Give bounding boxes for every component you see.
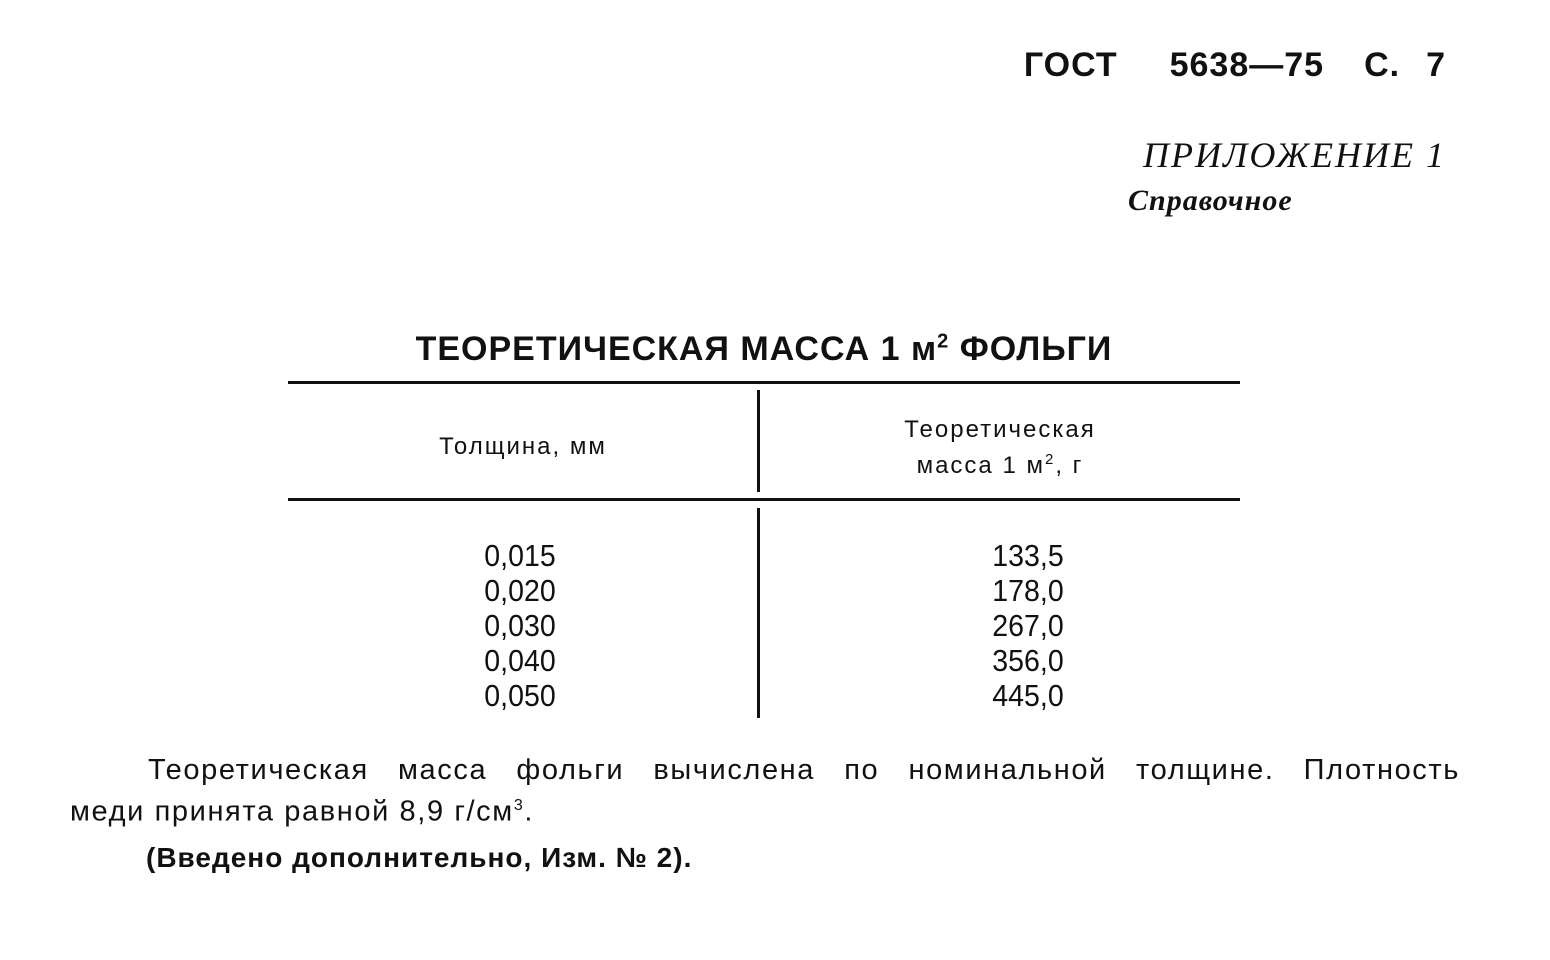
- page-label: С.: [1364, 46, 1401, 84]
- column-header-mass: [760, 415, 1240, 481]
- table-cell-thickness: 0,050: [484, 678, 556, 713]
- column-header-mass-superscript: 2: [1044, 451, 1056, 468]
- appendix-type: Справочное: [1128, 184, 1293, 217]
- table-header-rule: [288, 498, 1240, 501]
- note-superscript: 3: [513, 797, 525, 814]
- mass-column: [881, 538, 1175, 713]
- table-cell-mass: 445,0: [992, 678, 1064, 713]
- note-line-2-end: .: [524, 795, 534, 828]
- table-cell-thickness: 0,020: [484, 573, 556, 608]
- table-title-suffix: ФОЛЬГИ: [949, 330, 1113, 368]
- table-cell-thickness: 0,040: [484, 643, 556, 678]
- column-header-mass-line2-text: масса 1 м: [916, 452, 1045, 479]
- thickness-column: [373, 538, 667, 713]
- column-header-thickness: Толщина, мм: [439, 433, 607, 460]
- table-cell-mass: 178,0: [992, 573, 1064, 608]
- table-title-superscript: 2: [937, 330, 950, 353]
- column-header-mass-unit: , г: [1055, 452, 1084, 479]
- column-header-mass-line1: Теоретическая: [904, 416, 1096, 443]
- table-cell-thickness: 0,015: [484, 538, 556, 573]
- table-cell-mass: 267,0: [992, 608, 1064, 643]
- standard-number: 5638—75: [1169, 46, 1325, 84]
- standard-label: ГОСТ: [1023, 46, 1118, 84]
- amendment-note: (Введено дополнительно, Изм. № 2).: [146, 842, 693, 873]
- note-line-1: Теоретическая масса фольги вычислена по номинальной толщине. Плотность: [148, 754, 1460, 786]
- table-title: [288, 330, 1240, 369]
- note-paragraph: [70, 752, 1460, 830]
- table-cell-mass: 356,0: [992, 643, 1064, 678]
- note-line-2: [70, 788, 1460, 830]
- body-column-divider: [757, 508, 760, 718]
- document-header: [1024, 46, 1446, 85]
- page-number: 7: [1426, 46, 1446, 84]
- table-cell-mass: 133,5: [992, 538, 1064, 573]
- table-top-rule: [288, 381, 1240, 384]
- column-header-mass-line2: [760, 445, 1240, 481]
- appendix-title: ПРИЛОЖЕНИЕ 1: [1143, 135, 1446, 175]
- note-line-2-text: меди принята равной 8,9 г/см: [70, 795, 514, 828]
- table-title-text: ТЕОРЕТИЧЕСКАЯ МАССА 1 м: [415, 330, 938, 368]
- table-cell-thickness: 0,030: [484, 608, 556, 643]
